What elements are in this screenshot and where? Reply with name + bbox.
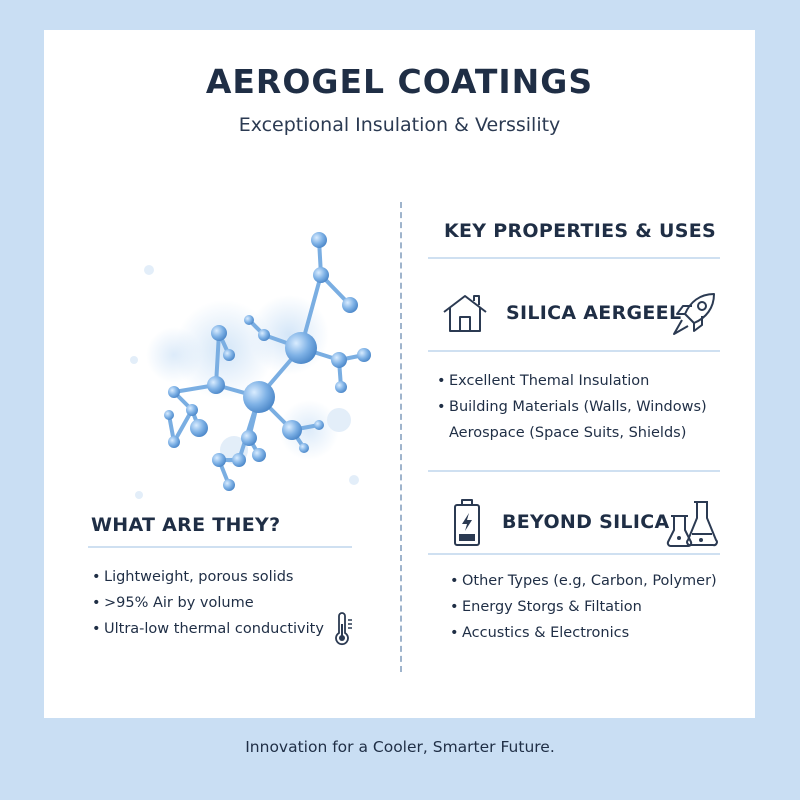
- list-item: • >95% Air by volume: [92, 595, 254, 611]
- flask-icon: [666, 496, 718, 548]
- list-item: Aerospace (Space Suits, Shields): [449, 425, 687, 441]
- info-card: [44, 30, 755, 718]
- footer-tagline: Innovation for a Cooler, Smarter Future.: [245, 738, 555, 756]
- list-item: • Ultra-low thermal conductivity: [92, 621, 324, 637]
- page-subtitle: Exceptional Insulation & Verssility: [238, 114, 561, 136]
- page-title: AEROGEL COATINGS: [205, 62, 594, 101]
- beyond-silica-list: [450, 568, 717, 646]
- silica-list: [437, 368, 707, 446]
- rocket-icon: [670, 290, 718, 338]
- beyond-silica-heading: BEYOND SILICA: [502, 511, 670, 533]
- molecule-illustration: [114, 230, 374, 510]
- battery-icon: [452, 498, 482, 548]
- list-item: • Accustics & Electronics: [450, 625, 630, 641]
- list-item: • Building Materials (Walls, Windows): [437, 399, 707, 415]
- what-are-they-rule: [88, 546, 352, 548]
- list-item: • Other Types (e.g, Carbon, Polymer): [450, 573, 717, 589]
- house-icon: [441, 292, 489, 334]
- list-item: • Lightweight, porous solids: [92, 569, 294, 585]
- list-item: • Excellent Themal Insulation: [437, 373, 650, 389]
- key-properties-heading: KEY PROPERTIES & USES: [444, 220, 717, 242]
- what-are-they-heading: WHAT ARE THEY?: [91, 514, 281, 536]
- beyond-silica-rule: [428, 553, 720, 555]
- silica-bottom-rule: [428, 470, 720, 472]
- thermometer-icon: [332, 612, 354, 646]
- column-divider: [400, 202, 402, 672]
- silica-heading: SILICA AERGEEL: [506, 302, 682, 324]
- what-are-they-list: [92, 564, 324, 642]
- silica-rule: [428, 350, 720, 352]
- key-properties-rule: [428, 257, 720, 259]
- list-item: • Energy Storgs & Filtation: [450, 599, 642, 615]
